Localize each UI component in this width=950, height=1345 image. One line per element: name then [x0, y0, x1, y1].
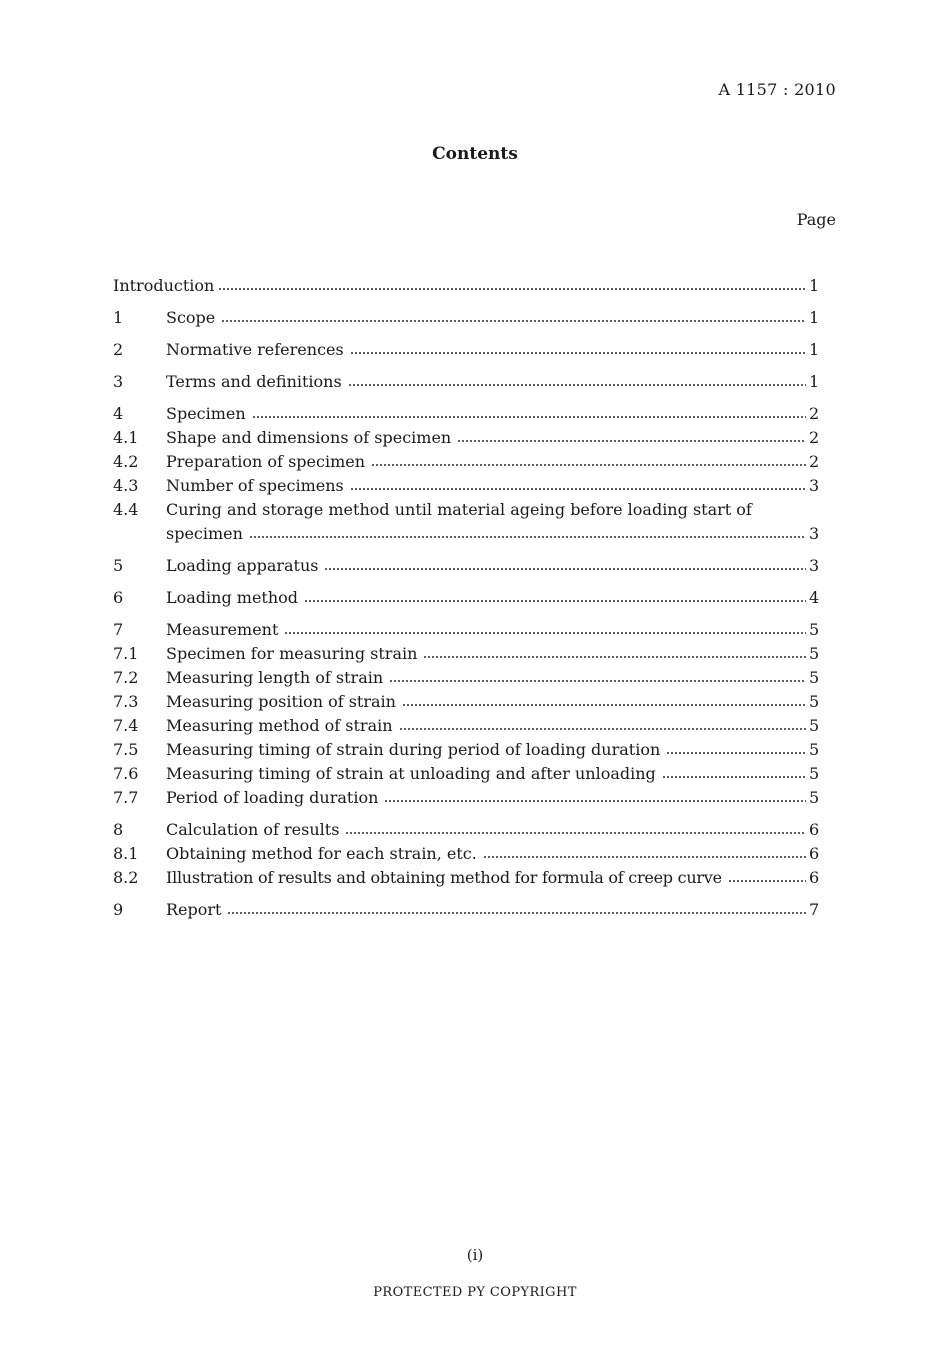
toc-entry-number: 8.1: [113, 844, 139, 863]
toc-entry-4[interactable]: [113, 402, 819, 426]
toc-entry-number: 9: [113, 900, 124, 919]
dot-leader: [304, 586, 806, 610]
toc-entry-title: Number of specimens: [166, 476, 344, 495]
toc-entry-7-1[interactable]: [113, 642, 819, 666]
table-of-contents: [113, 274, 819, 922]
dot-leader: [389, 666, 806, 690]
toc-entry-number: 2: [113, 340, 124, 359]
toc-entry-page: 5: [809, 620, 820, 639]
toc-entry-2[interactable]: [113, 338, 819, 362]
dot-leader: [249, 522, 806, 546]
toc-entry-title: Measuring timing of strain during period of loading duration: [166, 740, 661, 759]
toc-entry-number: 7.1: [113, 644, 139, 663]
toc-entry-4-1[interactable]: [113, 426, 819, 450]
toc-entry-title: Measuring method of strain: [166, 716, 393, 735]
toc-entry-7-4[interactable]: [113, 714, 819, 738]
toc-entry-page: 3: [809, 476, 820, 495]
toc-entry-number: 4.1: [113, 428, 139, 447]
toc-entry-6[interactable]: [113, 586, 819, 610]
toc-entry-page: 1: [809, 340, 820, 359]
toc-entry-7-5[interactable]: [113, 738, 819, 762]
toc-entry-number: 4.4: [113, 500, 139, 519]
toc-entry-4-2[interactable]: [113, 450, 819, 474]
toc-entry-1[interactable]: [113, 306, 819, 330]
toc-entry-page: 5: [809, 692, 820, 711]
toc-entry-7-6[interactable]: [113, 762, 819, 786]
dot-leader: [483, 842, 806, 866]
toc-entry-title: Loading apparatus: [166, 556, 319, 575]
dot-leader: [218, 274, 806, 298]
toc-entry-page: 5: [809, 668, 820, 687]
toc-entry-4-4[interactable]: [113, 498, 819, 546]
dot-leader: [384, 786, 806, 810]
toc-entry-page: 5: [809, 644, 820, 663]
toc-entry-page: 5: [809, 716, 820, 735]
toc-entry-title: Scope: [166, 308, 216, 327]
toc-entry-title: Measurement: [166, 620, 279, 639]
dot-leader: [423, 642, 806, 666]
dot-leader: [345, 818, 806, 842]
dot-leader: [371, 450, 806, 474]
toc-entry-page: 2: [809, 428, 820, 447]
copyright-notice: PROTECTED PY COPYRIGHT: [373, 1285, 577, 1300]
toc-entry-title: Illustration of results and obtaining method for formula of creep curve: [166, 868, 722, 887]
toc-entry-title: Specimen: [166, 404, 246, 423]
toc-entry-title: Period of loading duration: [166, 788, 379, 807]
toc-entry-number: 7.5: [113, 740, 139, 759]
toc-entry-title: Measuring length of strain: [166, 668, 384, 687]
toc-entry-page: 1: [809, 372, 820, 391]
toc-entry-7-2[interactable]: [113, 666, 819, 690]
dot-leader: [252, 402, 806, 426]
toc-entry-title: Normative references: [166, 340, 344, 359]
toc-entry-title: Measuring position of strain: [166, 692, 396, 711]
toc-entry-4-3[interactable]: [113, 474, 819, 498]
dot-leader: [227, 898, 806, 922]
toc-entry-title: Terms and definitions: [166, 372, 342, 391]
toc-entry-page: 2: [809, 404, 820, 423]
contents-title: Contents: [432, 144, 518, 164]
toc-entry-number: 8: [113, 820, 124, 839]
toc-entry-title: Shape and dimensions of specimen: [166, 428, 452, 447]
dot-leader: [662, 762, 806, 786]
toc-entry-number: 4.2: [113, 452, 139, 471]
toc-entry-number: 6: [113, 588, 124, 607]
toc-entry-number: 5: [113, 556, 124, 575]
dot-leader: [728, 866, 806, 890]
toc-entry-page: 3: [809, 556, 820, 575]
footer-page-number: (i): [466, 1246, 484, 1264]
toc-entry-7-7[interactable]: [113, 786, 819, 810]
toc-entry-title: Calculation of results: [166, 820, 340, 839]
toc-entry-introduction[interactable]: [113, 274, 819, 298]
toc-entry-page: 6: [809, 868, 820, 887]
toc-entry-page: 7: [809, 900, 820, 919]
toc-entry-8-2[interactable]: [113, 866, 819, 890]
toc-entry-3[interactable]: [113, 370, 819, 394]
toc-entry-8[interactable]: [113, 818, 819, 842]
document-id: A 1157 : 2010: [718, 80, 836, 99]
dot-leader: [284, 618, 806, 642]
dot-leader: [666, 738, 806, 762]
toc-entry-page: 3: [809, 524, 820, 543]
dot-leader: [402, 690, 806, 714]
toc-entry-page: 5: [809, 764, 820, 783]
toc-entry-9[interactable]: [113, 898, 819, 922]
toc-entry-number: 1: [113, 308, 124, 327]
toc-entry-number: 3: [113, 372, 124, 391]
dot-leader: [350, 338, 806, 362]
toc-entry-number: 7.4: [113, 716, 139, 735]
toc-entry-title: Specimen for measuring strain: [166, 644, 418, 663]
toc-entry-5[interactable]: [113, 554, 819, 578]
page-column-heading: Page: [796, 210, 836, 229]
toc-entry-8-1[interactable]: [113, 842, 819, 866]
toc-entry-title: Report: [166, 900, 222, 919]
toc-entry-page: 6: [809, 844, 820, 863]
toc-entry-page: 5: [809, 788, 820, 807]
toc-entry-title: Loading method: [166, 588, 299, 607]
toc-entry-title: Curing and storage method until material ageing before loading start of: [166, 500, 752, 519]
toc-entry-number: 7.7: [113, 788, 139, 807]
toc-entry-7[interactable]: [113, 618, 819, 642]
dot-leader: [399, 714, 806, 738]
toc-entry-title: Measuring timing of strain at unloading and after unloading: [166, 764, 656, 783]
toc-entry-page: 4: [809, 588, 820, 607]
toc-entry-title: Obtaining method for each strain, etc.: [166, 844, 477, 863]
toc-entry-page: 1: [809, 276, 820, 295]
dot-leader: [348, 370, 806, 394]
toc-entry-number: 7.6: [113, 764, 139, 783]
toc-entry-page: 6: [809, 820, 820, 839]
toc-entry-title: Introduction: [113, 276, 215, 295]
toc-entry-page: 2: [809, 452, 820, 471]
toc-entry-title: Preparation of specimen: [166, 452, 366, 471]
toc-entry-7-3[interactable]: [113, 690, 819, 714]
dot-leader: [350, 474, 806, 498]
toc-entry-number: 4: [113, 404, 124, 423]
toc-entry-number: 4.3: [113, 476, 139, 495]
dot-leader: [221, 306, 806, 330]
toc-entry-number: 7.3: [113, 692, 139, 711]
toc-entry-number: 8.2: [113, 868, 139, 887]
dot-leader: [324, 554, 806, 578]
toc-entry-page: 5: [809, 740, 820, 759]
toc-entry-page: 1: [809, 308, 820, 327]
toc-entry-title-continued: specimen: [166, 524, 243, 543]
toc-entry-number: 7: [113, 620, 124, 639]
dot-leader: [457, 426, 806, 450]
toc-entry-number: 7.2: [113, 668, 139, 687]
